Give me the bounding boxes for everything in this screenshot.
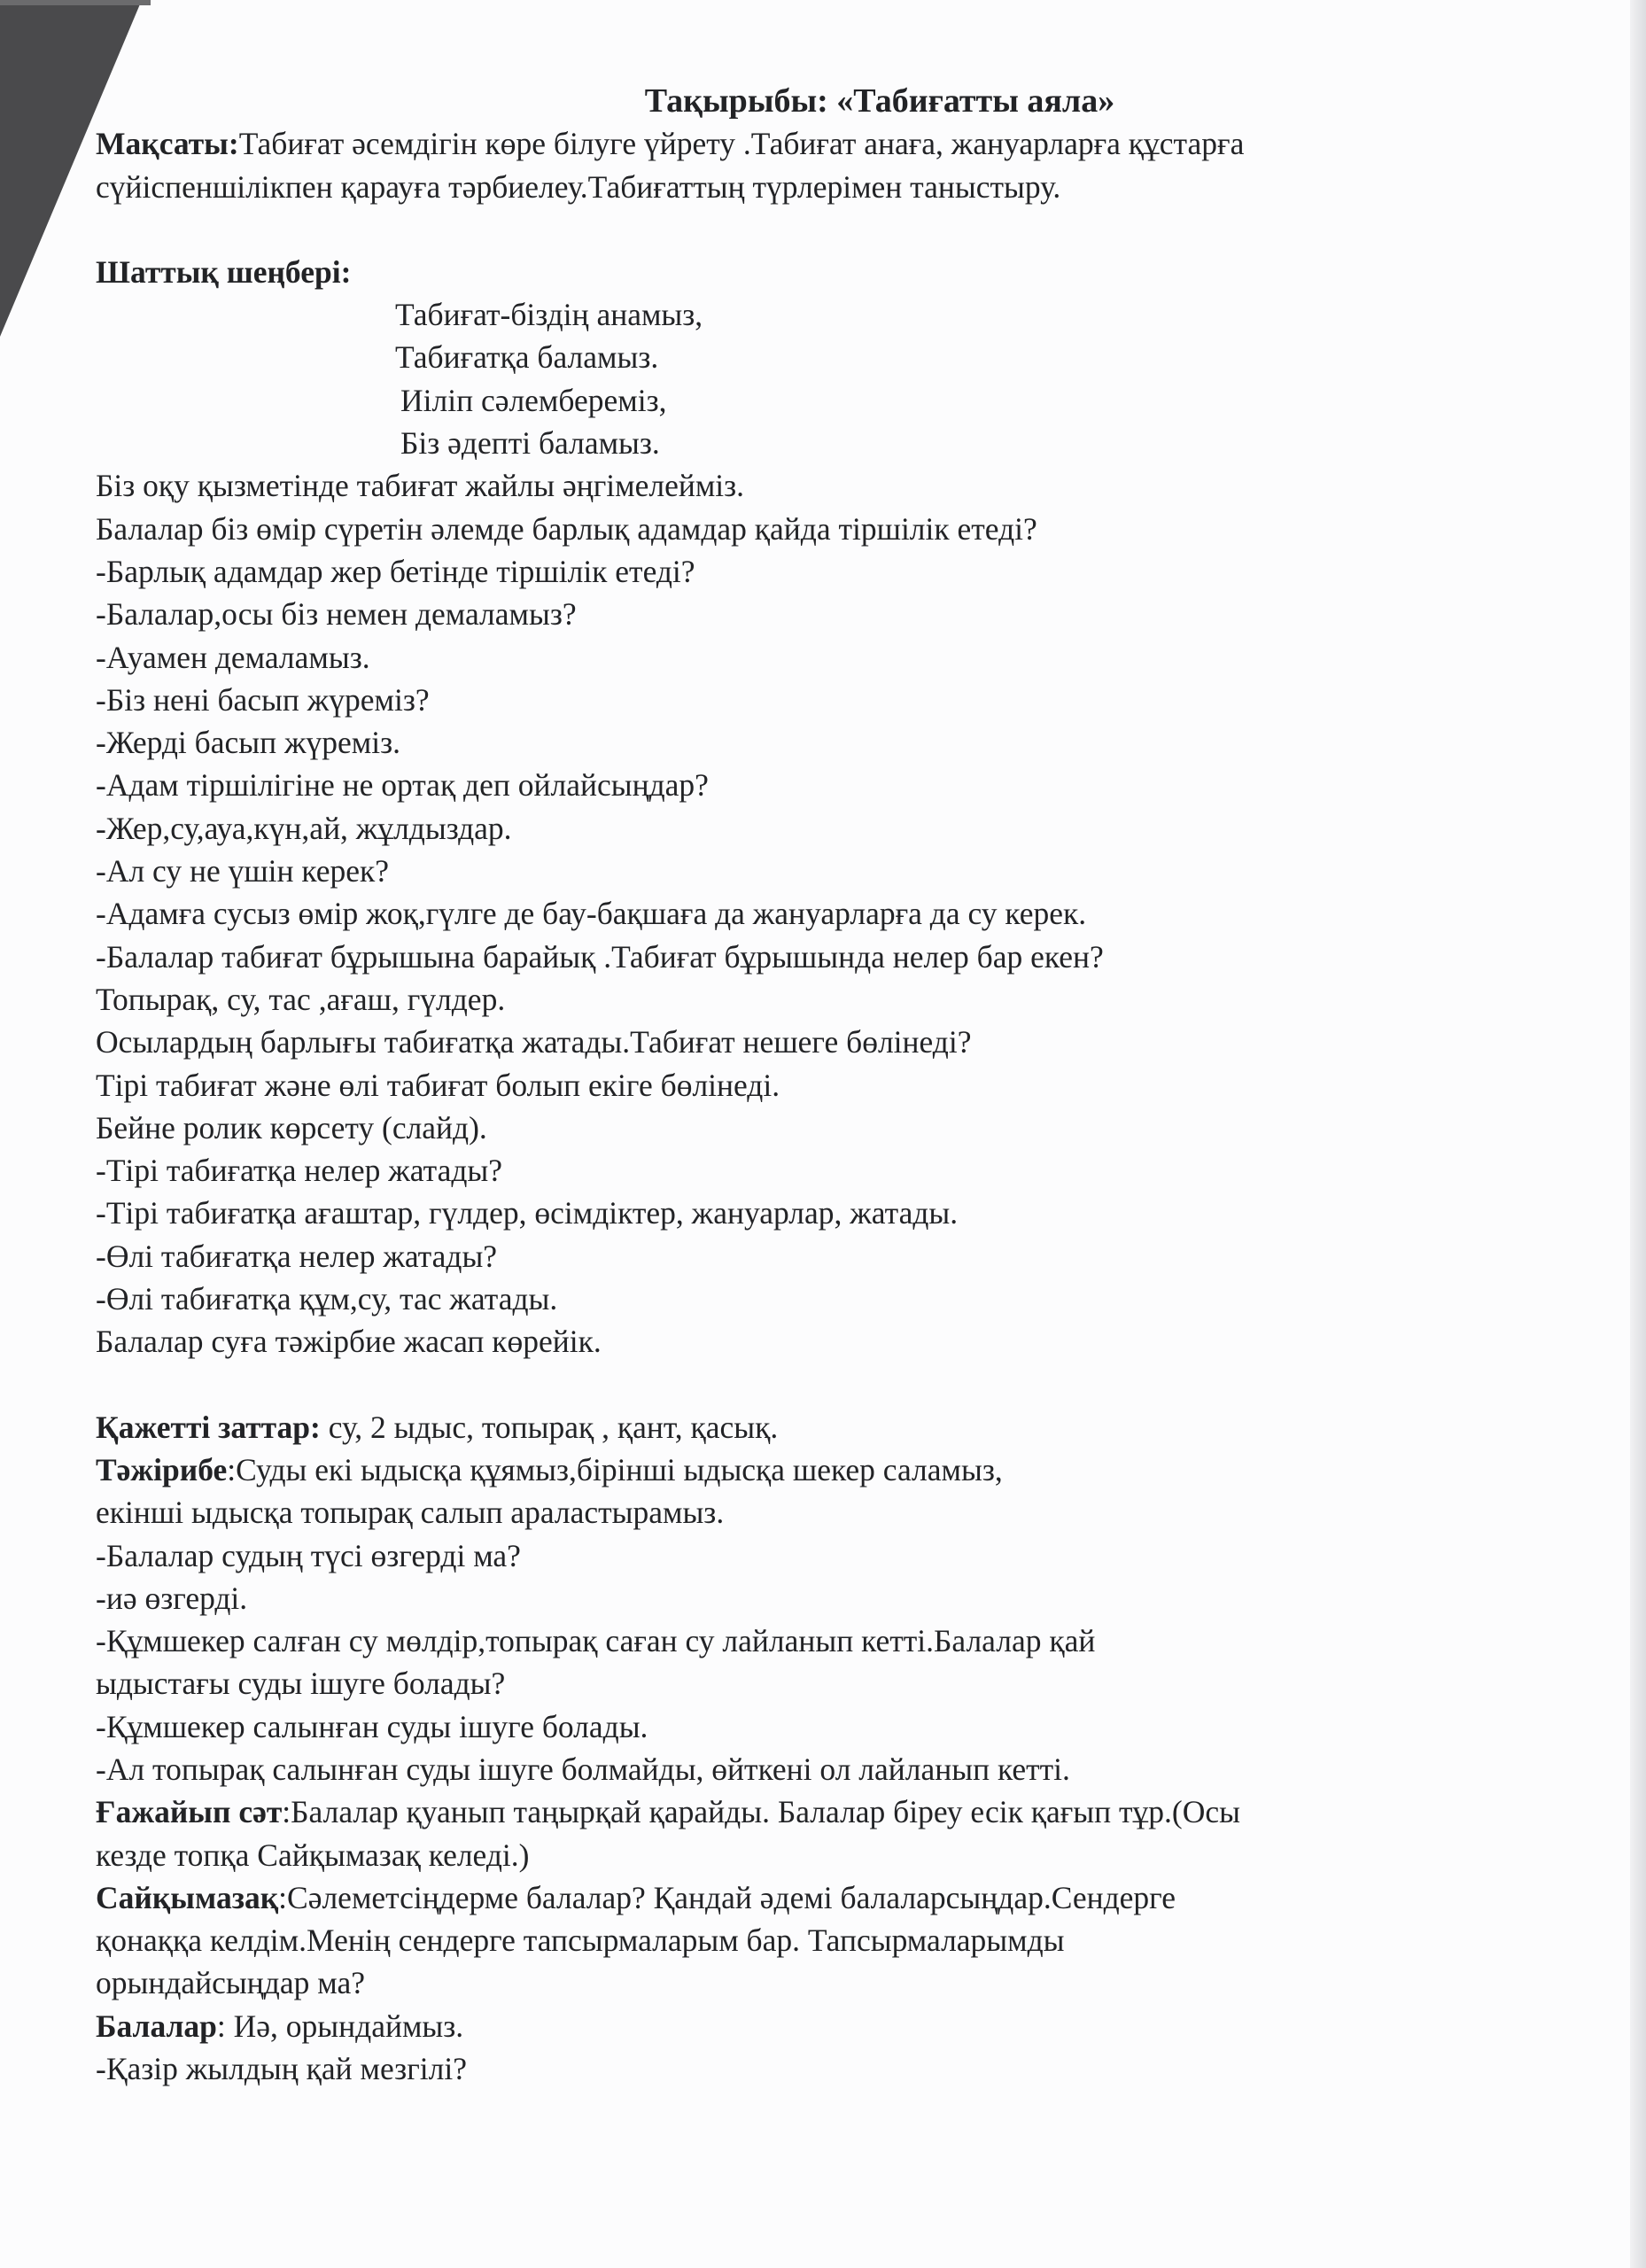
dialog-line: Балалар біз өмір сүретін әлемде барлық адамдар қайда тіршілік етеді? [96,510,1037,547]
experiment-line: -Ал топырақ салынған суды ішуге болмайды, өйткені ол лайланып кетті. [96,1751,1070,1787]
dialog-line: Бейне ролик көрсету (слайд). [96,1109,487,1146]
dialog-line: Топырақ, су, тас ,ағаш, гүлдер. [96,981,506,1017]
spacer [96,1363,1549,1406]
clown-label: Сайқымазақ [96,1879,279,1915]
dialog-line: -Ал су не үшін керек? [96,853,390,889]
dialog-line: -Тірі табиғатқа ағаштар, гүлдер, өсімдіктер, жануарлар, жатады. [96,1195,959,1231]
dialog-line: -Адамға сусыз өмір жоқ,гүлге де бау-бақшаға да жануарларға да су керек. [96,896,1087,932]
dialog-line: -Өлі табиғатқа құм,су, тас жатады. [96,1281,558,1317]
aim-line-2: сүйіспеншілікпен қарауға тәрбиелеу.Табиғаттың түрлерімен таныстыру. [96,168,1061,205]
clown-line-2: қонаққа келдім.Менің сендерге тапсырмаларым бар. Тапсырмаларымды [96,1922,1065,1959]
experiment-line: екінші ыдысқа топырақ салып араластырамыз. [96,1495,725,1531]
experiment-line: -иә өзгерді. [96,1580,248,1616]
dialog-line: -Өлі табиғатқа нелер жатады? [96,1238,498,1274]
dialog-line: -Жерді басып жүреміз. [96,725,400,761]
dialog-line: Балалар суға тәжірбие жасап көрейік. [96,1324,602,1360]
document-body [96,80,1549,2090]
poem-line: Біз әдепті баламыз. [400,425,660,462]
dialog-line: -Балалар,осы біз немен демаламыз? [96,596,577,633]
dialog-line: -Тірі табиғатқа нелер жатады? [96,1153,503,1189]
dialog-line: -Біз нені басып жүреміз? [96,681,430,718]
dialog-line: -Ауамен демаламыз. [96,639,370,675]
clown-line-3: орындайсыңдар ма? [96,1965,365,2001]
aim-line-1 [96,122,1549,165]
dialog-line: -Жер,су,ауа,күн,ай, жұлдыздар. [96,810,512,846]
materials-text: су, 2 ыдыс, топырақ , қант, қасық. [320,1409,779,1445]
wonder-line-1 [96,1790,1549,1833]
dialog-line: -Адам тіршілігіне не ортақ деп ойлайсыңдар? [96,767,709,804]
wonder-line-2: кезде топқа Сайқымазақ келеді.) [96,1837,530,1873]
aim-text-1: Табиғат әсемдігін көре білуге үйрету .Табиғат анаға, жануарларға құстарға [238,126,1245,162]
experiment-label: Тәжірибе [96,1451,228,1487]
dialog-line: Тірі табиғат және өлі табиғат болып екіге бөлінеді. [96,1067,780,1103]
page-title: Тақырыбы: «Табиғатты аяла» [644,82,1115,120]
aim-label: Мақсаты: [96,126,239,162]
experiment-line: -Құмшекер салынған суды ішуге болады. [96,1708,648,1744]
kids-text: : Иә, орындаймыз. [216,2008,464,2044]
dialog-line: Осылардың барлығы табиғатқа жатады.Табиғат нешеге бөлінеді? [96,1024,972,1060]
kids-label: Балалар [96,2008,217,2044]
materials-label: Қажетті заттар: [96,1409,321,1445]
wonder-label: Ғажайып сәт [96,1794,283,1830]
dialog-line: -Барлық адамдар жер бетінде тіршілік етеді? [96,553,695,589]
last-line: -Қазір жылдың қай мезгілі? [96,2051,467,2087]
materials-line [96,1406,1549,1449]
spacer [96,208,1549,251]
experiment-line: -Балалар судың түсі өзгерді ма? [96,1537,521,1573]
dialog [96,464,1549,1363]
circle-label: Шаттық шеңбері: [96,253,352,290]
experiment-text-1: :Суды екі ыдысқа құямыз,бірінші ыдысқа шекер саламыз, [227,1451,1003,1487]
poem [96,293,1549,464]
clown-text-1: :Сәлеметсіңдерме балалар? Қандай әдемі балаларсыңдар.Сендерге [278,1879,1176,1915]
scan-top-edge [0,0,151,5]
dialog-line: Біз оқу қызметінде табиғат жайлы әңгімелейміз. [96,468,745,504]
poem-line: Табиғат-біздің анамыз, [395,297,703,333]
kids-line [96,2005,1549,2047]
experiment-line: -Құмшекер салған су мөлдір,топырақ саған су лайланып кетті.Балалар қай [96,1623,1096,1659]
wonder-text-1: :Балалар қуанып таңырқай қарайды. Балалар біреу есік қағып тұр.(Осы [282,1794,1240,1830]
dialog-line: -Балалар табиғат бұрышына барайық .Табиғат бұрышында нелер бар екен? [96,938,1104,975]
experiment-line-1 [96,1449,1549,1491]
clown-line-1 [96,1876,1549,1919]
scan-right-edge [1630,0,1646,2268]
poem-line: Иіліп сәлембереміз, [400,382,667,418]
experiment-line: ыдыстағы суды ішуге болады? [96,1666,506,1702]
poem-line: Табиғатқа баламыз. [395,339,659,376]
